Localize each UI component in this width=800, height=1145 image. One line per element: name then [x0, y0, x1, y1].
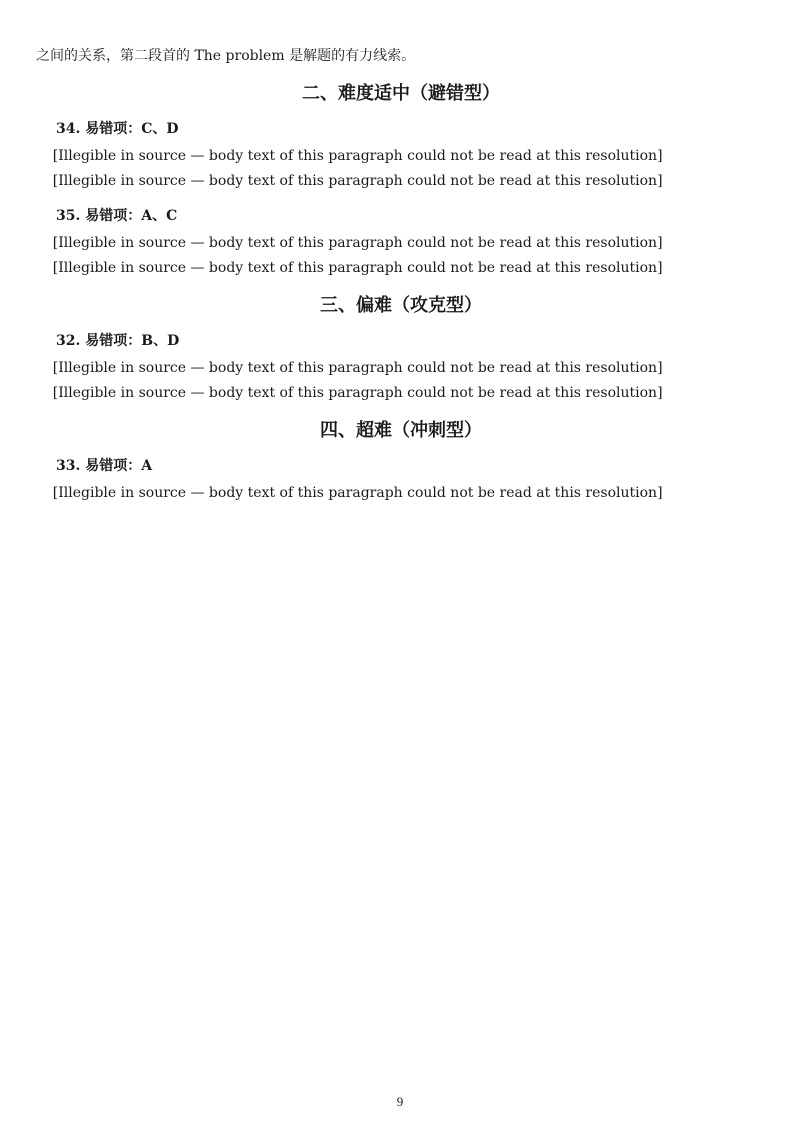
document-page	[36, 44, 766, 506]
answer-item-34	[36, 117, 766, 194]
answer-item-32	[36, 329, 766, 406]
error-reason-paragraph: [Illegible in source — body text of this paragraph could not be read at this resolution]	[52, 485, 663, 501]
strategy-paragraph: [Illegible in source — body text of this paragraph could not be read at this resolution]	[52, 385, 663, 401]
answer-item-35	[36, 204, 766, 281]
section-heading: 二、难度适中（避错型）	[302, 83, 500, 104]
error-reason-paragraph: [Illegible in source — body text of this paragraph could not be read at this resolution]	[52, 360, 663, 376]
strategy-paragraph: [Illegible in source — body text of this paragraph could not be read at this resolution]	[52, 173, 663, 189]
intro-paragraph: 之间的关系，第二段首的 The problem 是解题的有力线索。	[36, 48, 416, 64]
section-moderate	[36, 81, 766, 281]
item-title: 32. 易错项：B、D	[56, 333, 180, 349]
item-title: 35. 易错项：A、C	[56, 208, 178, 224]
page-number: 9	[396, 1094, 404, 1109]
section-heading: 三、偏难（攻克型）	[320, 295, 482, 316]
answer-item-33	[36, 454, 766, 506]
section-heading: 四、超难（冲刺型）	[320, 420, 482, 441]
item-title: 33. 易错项：A	[56, 458, 153, 474]
section-very-hard	[36, 418, 766, 506]
section-hard	[36, 293, 766, 406]
strategy-paragraph: [Illegible in source — body text of this paragraph could not be read at this resolution]	[52, 260, 663, 276]
error-reason-paragraph: [Illegible in source — body text of this paragraph could not be read at this resolution]	[52, 148, 663, 164]
item-title: 34. 易错项：C、D	[56, 121, 179, 137]
error-reason-paragraph: [Illegible in source — body text of this paragraph could not be read at this resolution]	[52, 235, 663, 251]
